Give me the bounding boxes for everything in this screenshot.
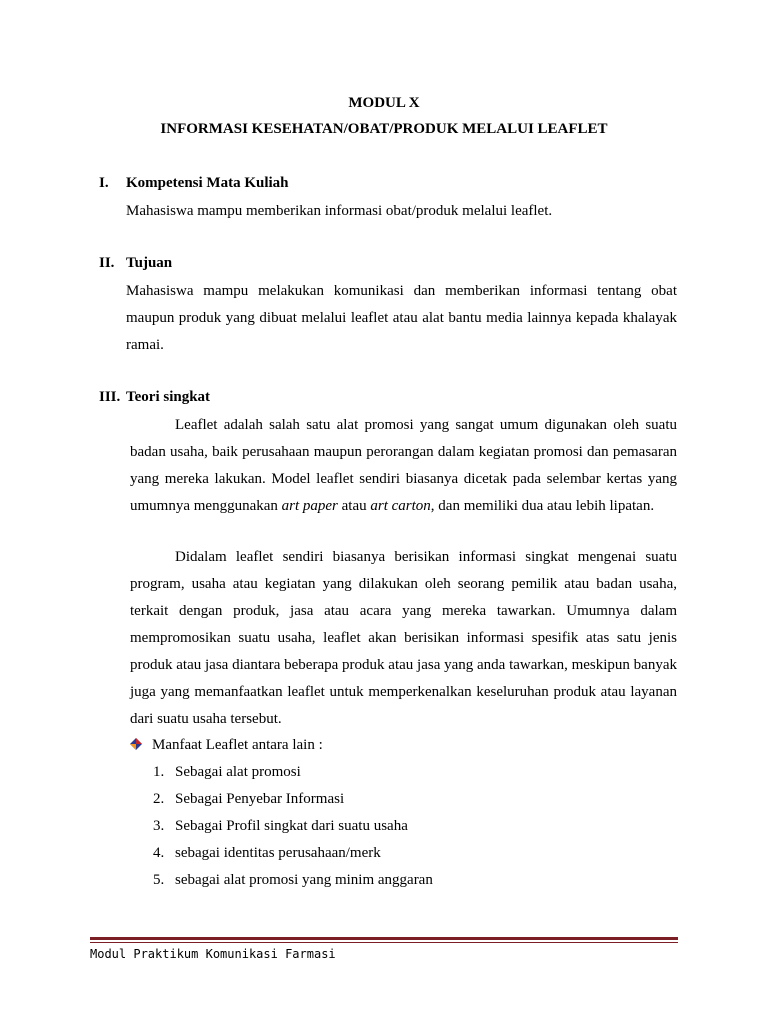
module-title: INFORMASI KESEHATAN/OBAT/PRODUK MELALUI LEAFLET bbox=[160, 121, 608, 137]
section-2-number: II. bbox=[99, 255, 115, 271]
section-1-title: Kompetensi Mata Kuliah bbox=[126, 175, 289, 191]
list-item-text: sebagai identitas perusahaan/merk bbox=[175, 845, 381, 861]
footer-text: Modul Praktikum Komunikasi Farmasi bbox=[90, 947, 336, 961]
list-item-text: Sebagai alat promosi bbox=[175, 764, 301, 780]
footer-divider-thick bbox=[90, 937, 678, 940]
section-1-heading bbox=[99, 173, 289, 193]
theory-p1-text-b: atau bbox=[337, 498, 371, 514]
section-2-heading bbox=[99, 253, 172, 273]
manfaat-list bbox=[153, 759, 433, 894]
list-item-number: 1. bbox=[153, 764, 165, 780]
list-item-text: Sebagai Profil singkat dari suatu usaha bbox=[175, 818, 408, 834]
footer-divider bbox=[90, 937, 678, 944]
section-3-title: Teori singkat bbox=[126, 389, 211, 405]
list-item-number: 2. bbox=[153, 791, 165, 807]
list-item bbox=[153, 867, 433, 894]
list-item-number: 5. bbox=[153, 872, 165, 888]
list-item bbox=[153, 759, 433, 786]
list-item bbox=[153, 813, 433, 840]
list-item bbox=[153, 786, 433, 813]
footer-divider-thin bbox=[90, 942, 678, 943]
section-1-number: I. bbox=[99, 175, 109, 191]
list-item bbox=[153, 840, 433, 867]
diamond-bullet-icon bbox=[130, 735, 142, 747]
theory-paragraph-1 bbox=[130, 412, 677, 520]
module-number: MODUL X bbox=[348, 95, 420, 111]
theory-paragraph-2: Didalam leaflet sendiri biasanya berisikan informasi singkat mengenai suatu program, usaha atau kegiatan yang dilakukan oleh seorang pemilik atau badan usaha, terkait dengan produk, jasa atau acara yang mereka tawarkan. Umumnya dalam mempromosikan suatu usaha, leaflet akan berisikan informasi spesifik atas satu jenis produk atau jasa diantara beberapa produk atau jasa yang anda tawarkan, meskipun banyak juga yang memanfaatkan leaflet untuk memperkenalkan keseluruhan produk atau layanan dari suatu usaha tersebut. bbox=[130, 549, 677, 727]
theory-p1-text-c: , dan memiliki dua atau lebih lipatan. bbox=[430, 498, 655, 514]
manfaat-intro: Manfaat Leaflet antara lain : bbox=[152, 737, 323, 753]
list-item-number: 4. bbox=[153, 845, 165, 861]
section-2-text: Mahasiswa mampu melakukan komunikasi dan memberikan informasi tentang obat maupun produk yang dibuat melalui leaflet atau alat bantu media lainnya kepada khalayak ramai. bbox=[126, 283, 677, 353]
list-item-text: Sebagai Penyebar Informasi bbox=[175, 791, 345, 807]
list-item-number: 3. bbox=[153, 818, 165, 834]
list-item-text: sebagai alat promosi yang minim anggaran bbox=[175, 872, 433, 888]
section-3-heading bbox=[99, 387, 210, 407]
section-3-number: III. bbox=[99, 389, 121, 405]
theory-p1-italic-art-paper: art paper bbox=[281, 498, 338, 514]
theory-p1-italic-art-carton: art carton bbox=[370, 498, 431, 514]
section-2-title: Tujuan bbox=[126, 255, 173, 271]
manfaat-bullet bbox=[130, 734, 323, 756]
section-1-text: Mahasiswa mampu memberikan informasi obat/produk melalui leaflet. bbox=[126, 203, 553, 219]
theory-p1-text-a: Leaflet adalah salah satu alat promosi yang sangat umum digunakan oleh suatu badan usaha, baik perusahaan maupun perorangan dalam kegiatan promosi dan pemasaran yang mereka lakukan. Model leaflet sendiri biasanya dicetak pada selembar kertas yang umumnya menggunakan bbox=[130, 417, 677, 514]
